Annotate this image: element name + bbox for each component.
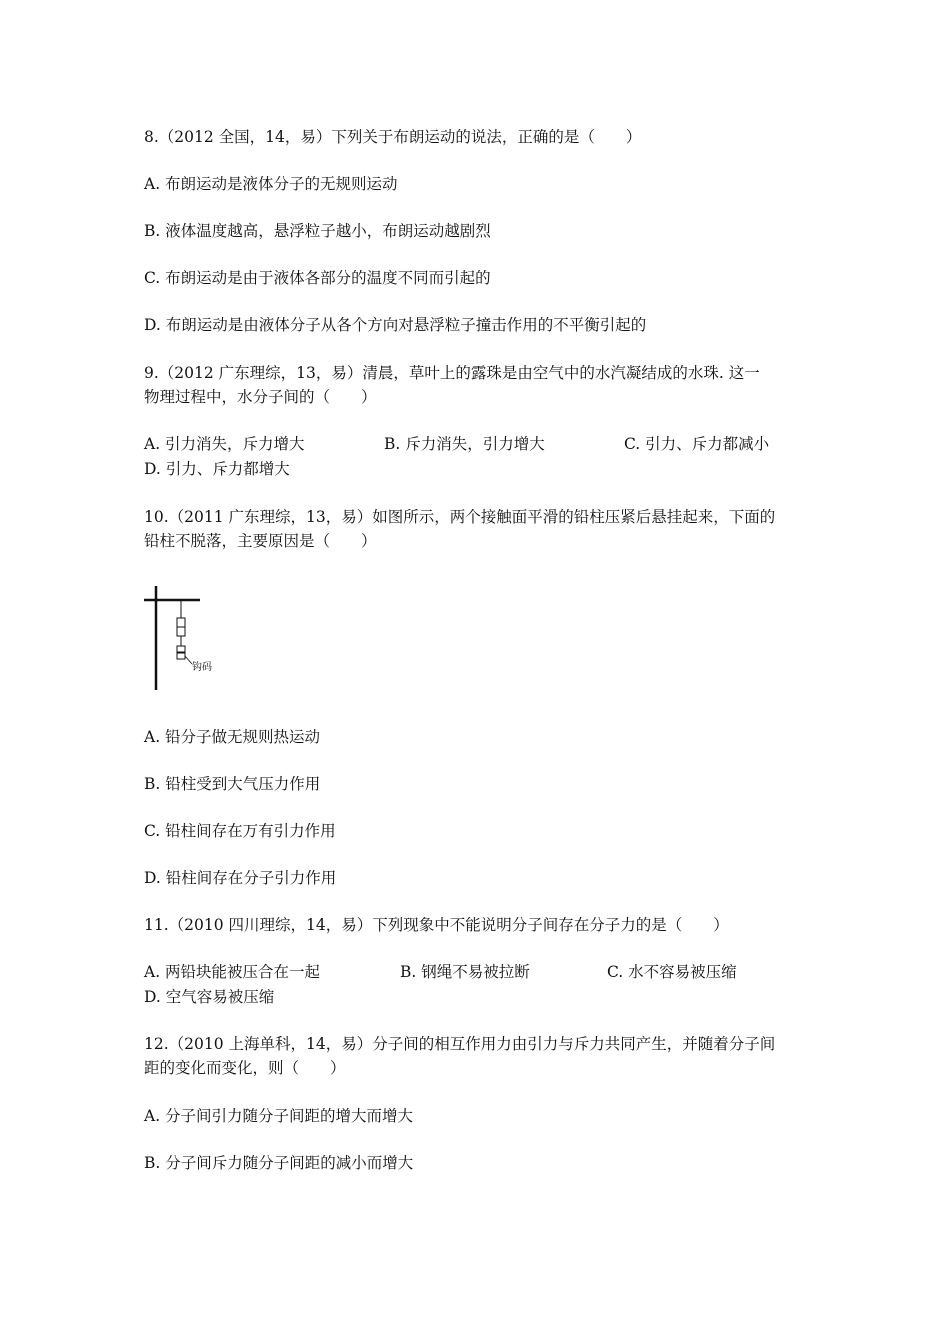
question-8-option-d: D. 布朗运动是由液体分子从各个方向对悬浮粒子撞击作用的不平衡引起的 <box>144 316 647 334</box>
question-9-option-c: C. 引力、斥力都减小 <box>624 435 770 453</box>
question-12-option-a: A. 分子间引力随分子间距的增大而增大 <box>144 1107 414 1125</box>
question-8-option-a: A. 布朗运动是液体分子的无规则运动 <box>144 175 398 193</box>
question-9-option-a: A. 引力消失，斥力增大 <box>144 435 305 453</box>
question-8-option-b: B. 液体温度越高，悬浮粒子越小，布朗运动越剧烈 <box>144 222 491 240</box>
hook-weight-top <box>177 646 185 652</box>
question-10-stem-line-2: 铅柱不脱落，主要原因是（ ） <box>144 532 377 550</box>
question-10-option-c: C. 铅柱间存在万有引力作用 <box>144 822 336 840</box>
question-11-option-b: B. 钢绳不易被拉断 <box>400 963 530 981</box>
question-10-option-a: A. 铅分子做无规则热运动 <box>144 728 321 746</box>
question-9-stem-line-2: 物理过程中，水分子间的（ ） <box>144 388 377 406</box>
question-10-stem-line-1: 10.（2011 广东理综，13，易）如图所示，两个接触面平滑的铅柱压紧后悬挂起来，下面的 <box>144 508 776 526</box>
question-8-stem: 8.（2012 全国，14，易）下列关于布朗运动的说法，正确的是（ ） <box>144 128 642 146</box>
question-9-option-d: D. 引力、斥力都增大 <box>144 460 290 478</box>
hanging-lead-cylinders-diagram <box>144 582 234 694</box>
question-11-option-d: D. 空气容易被压缩 <box>144 988 275 1006</box>
hook-weight-bottom <box>177 653 185 659</box>
question-10-option-b: B. 铅柱受到大气压力作用 <box>144 775 321 793</box>
question-11-option-a: A. 两铅块能被压合在一起 <box>144 963 321 981</box>
question-12-stem-line-1: 12.（2010 上海单科，14，易）分子间的相互作用力由引力与斥力共同产生，并随着分子间 <box>144 1035 776 1053</box>
question-12-option-b: B. 分子间斥力随分子间距的减小而增大 <box>144 1154 414 1172</box>
question-8-option-c: C. 布朗运动是由于液体各部分的温度不同而引起的 <box>144 269 491 287</box>
hook-weight-label: 钩码 <box>192 662 212 673</box>
lead-cylinder-figure <box>144 582 234 694</box>
question-11-option-c: C. 水不容易被压缩 <box>607 963 737 981</box>
question-10-option-d: D. 铅柱间存在分子引力作用 <box>144 869 337 887</box>
label-pointer <box>185 656 192 664</box>
question-11-stem: 11.（2010 四川理综，14，易）下列现象中不能说明分子间存在分子力的是（ ） <box>144 916 729 934</box>
question-12-stem-line-2: 距的变化而变化，则（ ） <box>144 1059 346 1077</box>
question-9-option-b: B. 斥力消失，引力增大 <box>384 435 545 453</box>
question-9-stem-line-1: 9.（2012 广东理综，13，易）清晨，草叶上的露珠是由空气中的水汽凝结成的水珠. 这一 <box>144 364 760 382</box>
